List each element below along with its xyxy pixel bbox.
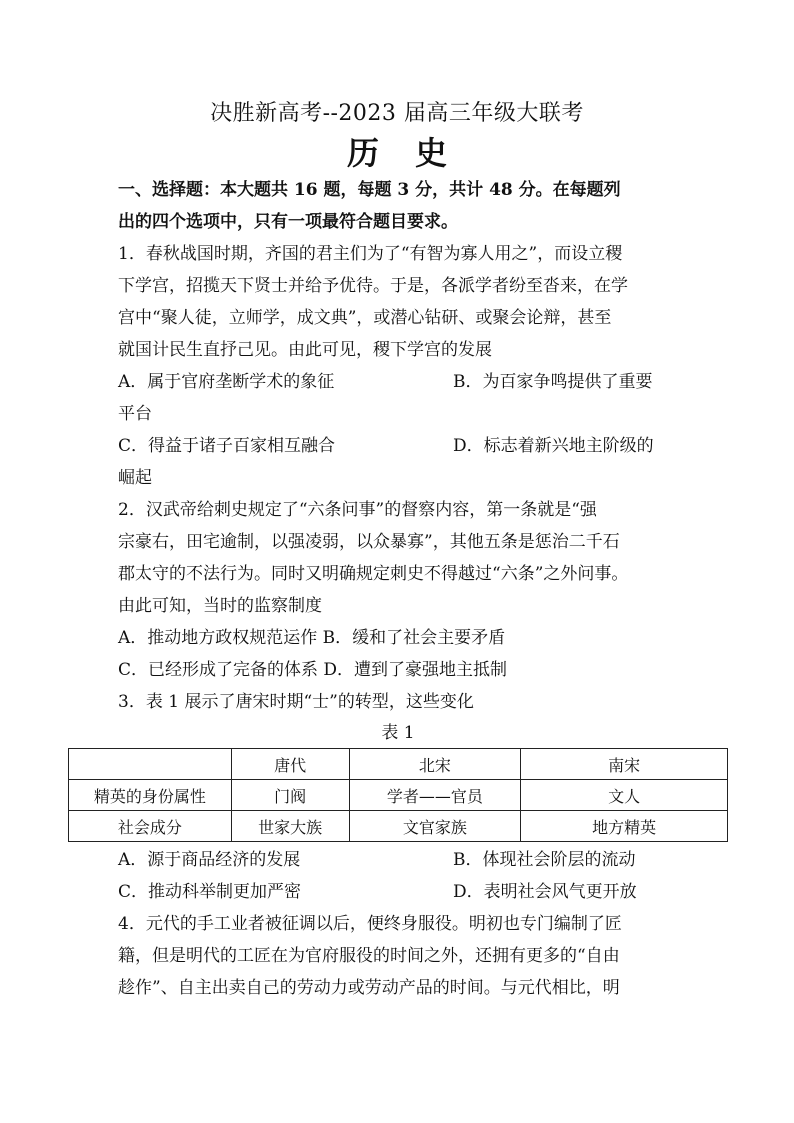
table-header-cell: [69, 749, 232, 780]
q1-stem-line: 就国计民生直抒己见。由此可见，稷下学宫的发展: [118, 340, 492, 360]
table-header-cell: 北宋: [349, 749, 521, 780]
q3-options-row-1: [118, 844, 678, 876]
table-cell: 门阀: [231, 780, 349, 811]
scholar-transformation-table: [68, 748, 728, 842]
q2-stem-line: 由此可知，当时的监察制度: [118, 596, 322, 616]
table-header-cell: 唐代: [231, 749, 349, 780]
q1-stem-line: 1．春秋战国时期，齐国的君主们为了“有智为寡人用之”，而设立稷: [118, 244, 623, 264]
q1-options-row-2: [118, 430, 678, 462]
table-header-cell: 南宋: [521, 749, 728, 780]
table-row: [69, 811, 728, 842]
q2-options-ab: A．推动地方政权规范运作 B．缓和了社会主要矛盾: [118, 628, 506, 648]
q3-stem: 3．表 1 展示了唐宋时期“士”的转型，这些变化: [118, 692, 474, 712]
q1-option-d: D．标志着新兴地主阶级的: [453, 436, 654, 456]
q1-option-b-continuation: 平台: [118, 404, 152, 424]
table-cell: 文官家族: [349, 811, 521, 842]
table-cell: 地方精英: [521, 811, 728, 842]
q4-stem-line: 籍，但是明代的工匠在为官府服役的时间之外，还拥有更多的“自由: [118, 946, 620, 966]
q1-option-b: B．为百家争鸣提供了重要: [453, 372, 653, 392]
section-heading-line-1: 一、选择题：本大题共 16 题，每题 3 分，共计 48 分。在每题列: [118, 180, 621, 200]
q2-stem-line: 郡太守的不法行为。同时又明确规定刺史不得越过“六条”之外问事。: [118, 564, 629, 584]
subject-title: [0, 128, 794, 174]
subject-char-1: 历: [346, 134, 379, 172]
table-cell: 精英的身份属性: [69, 780, 232, 811]
q1-stem-line: 宫中“聚人徒，立师学，成文典”，或潜心钻研、或聚会论辩，甚至: [118, 308, 612, 328]
q1-options-row-1: [118, 366, 678, 398]
table-cell: 文人: [521, 780, 728, 811]
q4-stem-line: 4．元代的手工业者被征调以后，便终身服役。明初也专门编制了匠: [118, 914, 622, 934]
table-cell: 学者——官员: [349, 780, 521, 811]
q3-option-b: B．体现社会阶层的流动: [453, 850, 636, 870]
exam-title: 决胜新高考--2023 届高三年级大联考: [210, 101, 584, 126]
subject-char-2: 史: [415, 134, 448, 172]
q1-option-d-continuation: 崛起: [118, 468, 152, 488]
q3-options-row-2: [118, 876, 678, 908]
q2-stem-line: 2．汉武帝给刺史规定了“六条问事”的督察内容，第一条就是“强: [118, 500, 597, 520]
q1-stem-line: 下学宫，招揽天下贤士并给予优待。于是，各派学者纷至沓来，在学: [118, 276, 628, 296]
q2-stem-line: 宗豪右，田宅逾制，以强凌弱，以众暴寡”，其他五条是惩治二千石: [118, 532, 620, 552]
q1-option-a: A．属于官府垄断学术的象征: [118, 372, 335, 392]
q2-options-cd: C．已经形成了完备的体系 D．遭到了豪强地主抵制: [118, 660, 508, 680]
section-heading-line-2: 出的四个选项中，只有一项最符合题目要求。: [118, 212, 458, 232]
q3-option-d: D．表明社会风气更开放: [453, 882, 637, 902]
exam-content: [93, 174, 678, 1004]
table-cell: 世家大族: [231, 811, 349, 842]
table-cell: 社会成分: [69, 811, 232, 842]
table-caption: 表 1: [381, 723, 415, 743]
q3-option-c: C．推动科举制更加严密: [118, 882, 302, 902]
table-header-row: [69, 749, 728, 780]
table-row: [69, 780, 728, 811]
q1-option-c: C．得益于诸子百家相互融合: [118, 436, 336, 456]
q4-stem-line: 趁作”、自主出卖自己的劳动力或劳动产品的时间。与元代相比，明: [118, 978, 620, 998]
q3-option-a: A．源于商品经济的发展: [118, 850, 301, 870]
